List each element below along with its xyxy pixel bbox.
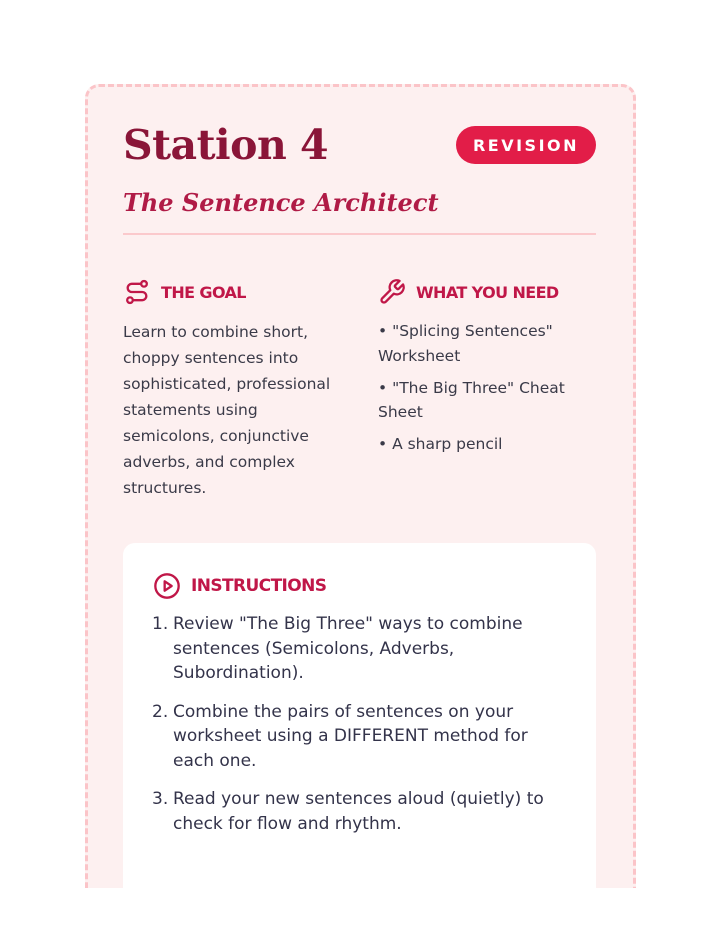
page-bottom-margin <box>0 888 720 932</box>
goal-heading <box>123 278 246 306</box>
list-item <box>152 612 552 686</box>
list-item <box>152 787 552 836</box>
play-circle-icon <box>153 572 181 600</box>
list-item: • "The Big Three" Cheat Sheet <box>378 378 565 421</box>
step-text: Read your new sentences aloud (quietly) to check for flow and rhythm. <box>173 789 544 834</box>
wrench-icon <box>378 278 406 306</box>
goal-heading-label: THE GOAL <box>161 282 246 302</box>
need-heading-label: WHAT YOU NEED <box>416 282 559 302</box>
list-item: • "Splicing Sentences" Worksheet <box>378 322 553 365</box>
instructions-list <box>152 612 552 850</box>
step-number: 3. <box>152 789 169 809</box>
goal-text: Learn to combine short, choppy sentences into sophisticated, professional statements using semicolons, conjunctive adverbs, and complex structures. <box>123 323 331 497</box>
station-title: Station 4 <box>123 121 329 169</box>
step-text: Combine the pairs of sentences on your worksheet using a DIFFERENT method for each one. <box>173 701 528 771</box>
step-number: 2. <box>152 701 169 722</box>
station-subtitle: The Sentence Architect <box>123 188 439 217</box>
need-list <box>378 319 598 464</box>
route-icon <box>123 278 151 306</box>
instructions-heading-label: INSTRUCTIONS <box>191 576 327 596</box>
list-item <box>152 700 552 774</box>
revision-badge: REVISION <box>456 126 596 164</box>
step-text: Review "The Big Three" ways to combine sentences (Semicolons, Adverbs, Subordination). <box>173 614 523 683</box>
divider <box>123 233 596 235</box>
list-item: • A sharp pencil <box>378 435 503 453</box>
step-number: 1. <box>152 614 169 634</box>
need-heading <box>378 278 559 306</box>
instructions-heading <box>153 572 326 600</box>
